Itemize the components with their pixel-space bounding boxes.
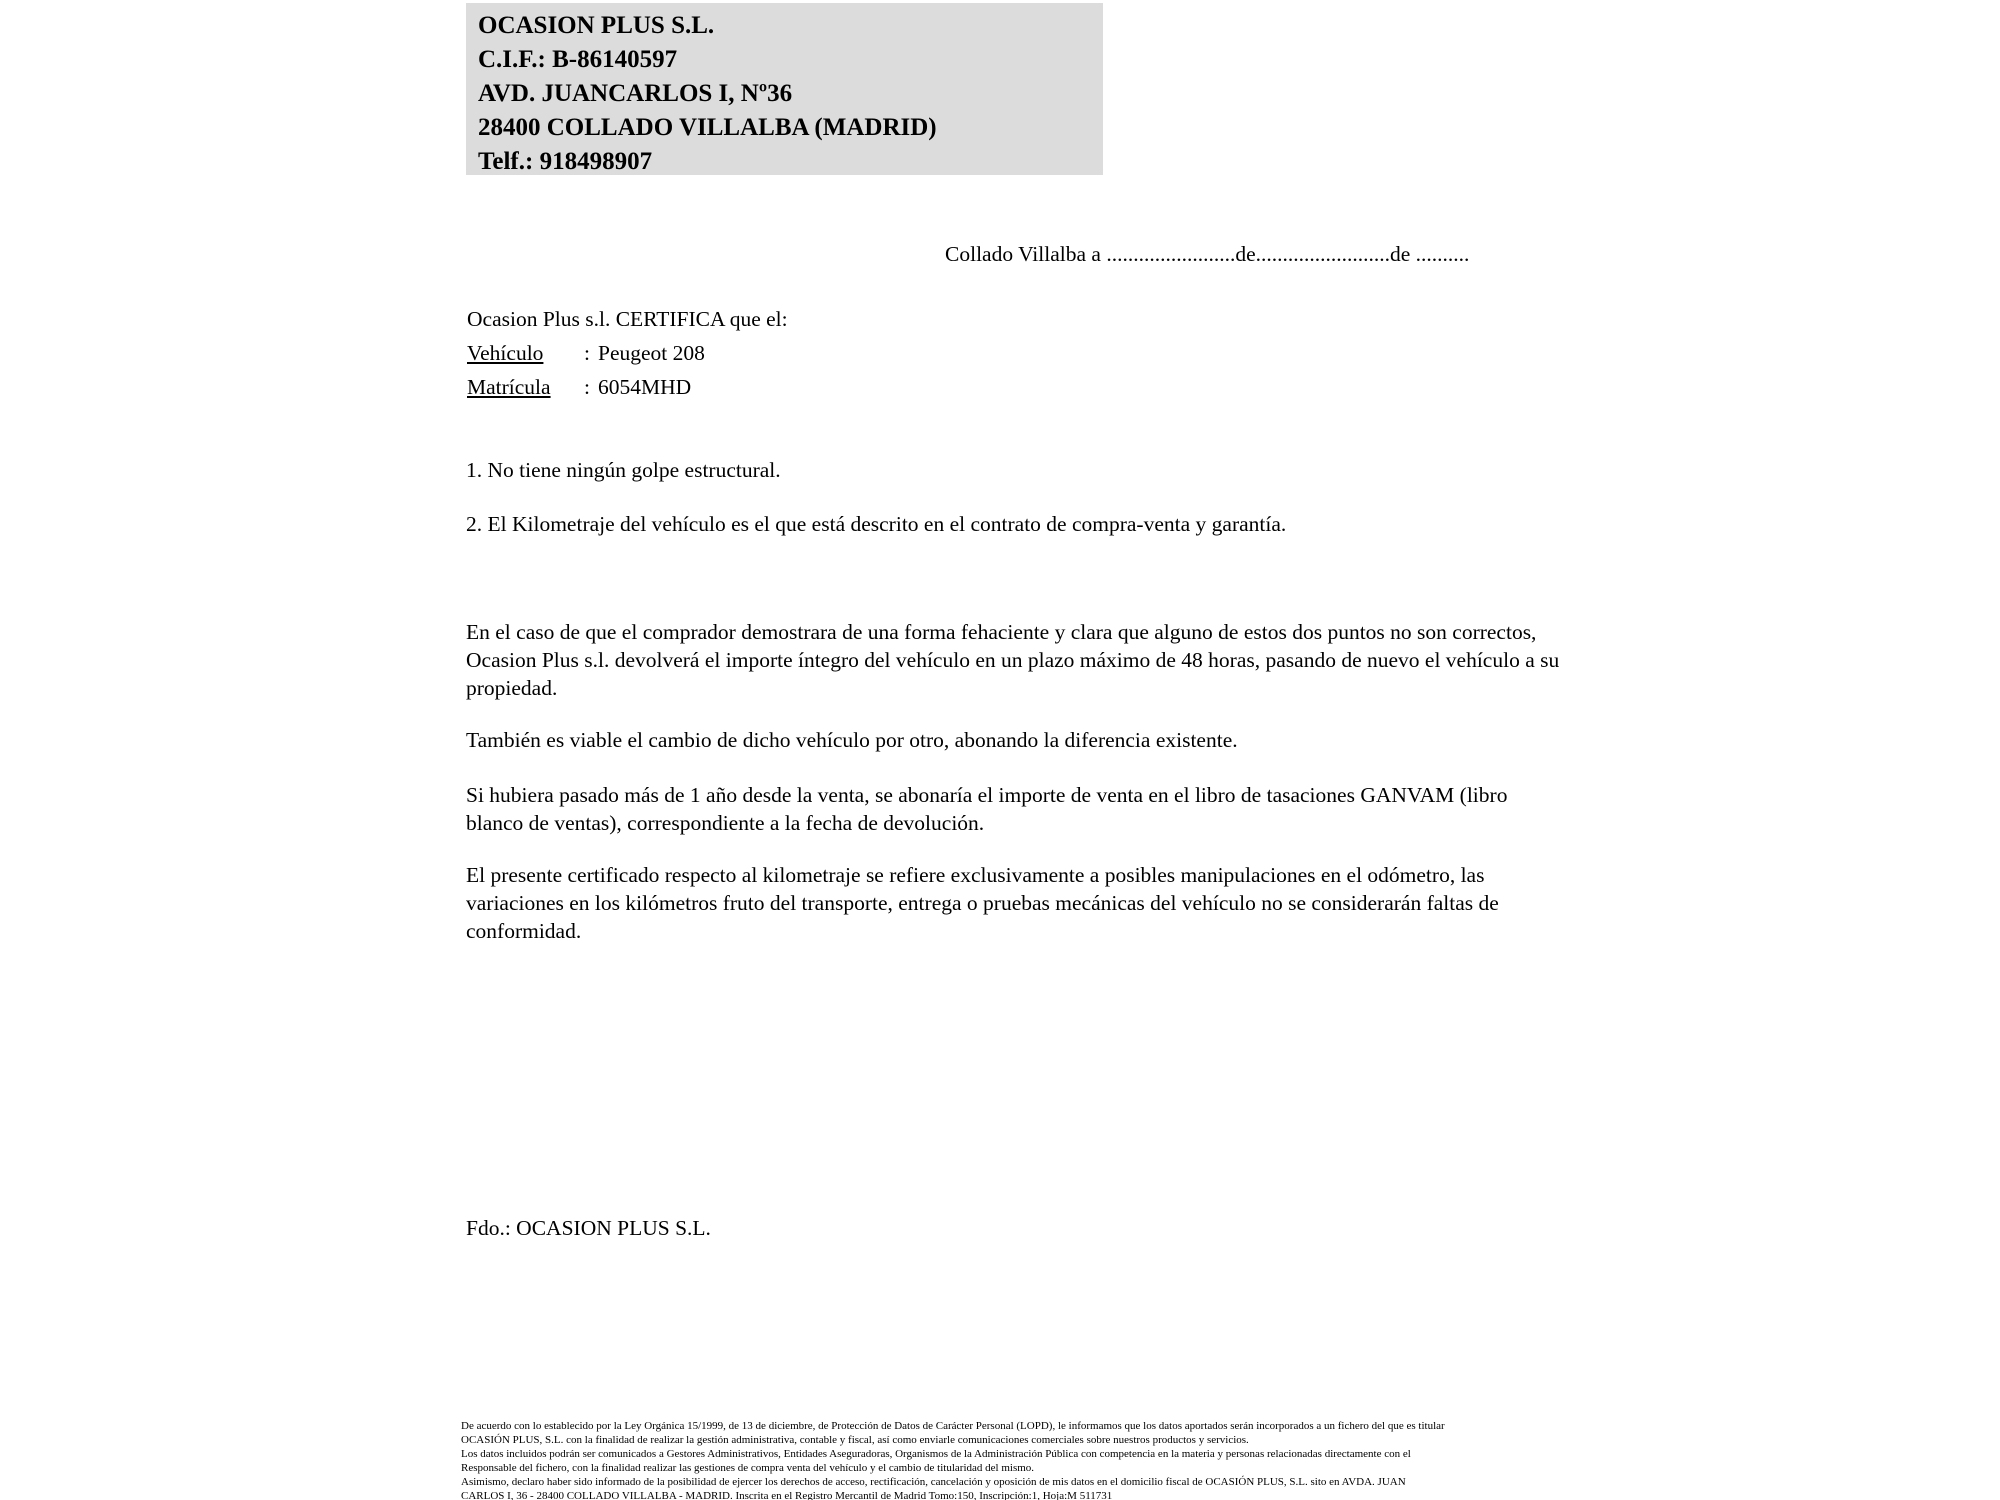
- certification-intro: Ocasion Plus s.l. CERTIFICA que el:: [467, 307, 788, 331]
- legal-footer: [461, 1419, 1445, 1500]
- vehicle-value: Peugeot 208: [597, 341, 705, 365]
- paragraph-exchange: También es viable el cambio de dicho vehículo por otro, abonando la diferencia existente.: [466, 728, 1238, 752]
- vehicle-field: [467, 336, 788, 370]
- paragraph-odometer: El presente certificado respecto al kilometraje se refiere exclusivamente a posibles manipulaciones en el odómetro, las variaciones en los kilómetros fruto del transporte, entrega o pruebas mecánicas del vehículo no se considerarán faltas de conformidad.: [466, 863, 1499, 943]
- legal-line: CARLOS I, 36 - 28400 COLLADO VILLALBA - MADRID. Inscrita en el Registro Mercantil de Madrid Tomo:150, Inscripción:1, Hoja:M 511731: [461, 1490, 1113, 1500]
- plate-separator: :: [584, 375, 590, 399]
- company-address: AVD. JUANCARLOS I, Nº36: [478, 80, 793, 107]
- legal-line: Los datos incluidos podrán ser comunicados a Gestores Administrativos, Entidades Aseguradoras, Organismos de la Administración Pública con competencia en la materia y personas relacionadas directamente con el: [461, 1448, 1411, 1460]
- vehicle-separator: :: [584, 341, 590, 365]
- certification-block: [467, 302, 788, 404]
- condition-item-1: 1. No tiene ningún golpe estructural.: [466, 458, 781, 482]
- date-line: Collado Villalba a ........................de.........................de ..........: [945, 242, 1470, 266]
- paragraph-refund: En el caso de que el comprador demostrara de una forma fehaciente y clara que alguno de estos dos puntos no son correctos, Ocasion Plus s.l. devolverá el importe íntegro del vehículo en un plazo máximo de 48 horas, pasando de nuevo el vehículo a su propiedad.: [466, 620, 1560, 700]
- company-header-box: [466, 3, 1103, 175]
- condition-item-2: 2. El Kilometraje del vehículo es el que está descrito en el contrato de compra-venta y garantía.: [466, 512, 1287, 536]
- legal-line: De acuerdo con lo establecido por la Ley Orgánica 15/1999, de 13 de diciembre, de Protección de Datos de Carácter Personal (LOPD), le informamos que los datos aportados serán incorporados a un fichero del que es titular: [461, 1420, 1445, 1432]
- company-name: OCASION PLUS S.L.: [478, 12, 715, 39]
- legal-line: OCASIÓN PLUS, S.L. con la finalidad de realizar la gestión administrativa, contable y fiscal, así como enviarle comunicaciones comerciales sobre nuestros productos y servicios.: [461, 1434, 1249, 1446]
- legal-line: Asimismo, declaro haber sido informado de la posibilidad de ejercer los derechos de acceso, rectificación, cancelación y oposición de mis datos en el domicilio fiscal de OCASIÓN PLUS, S.L. sito en AVDA. JUAN: [461, 1476, 1406, 1488]
- paragraph-ganvam: Si hubiera pasado más de 1 año desde la venta, se abonaría el importe de venta en el libro de tasaciones GANVAM (libro blanco de ventas), correspondiente a la fecha de devolución.: [466, 783, 1508, 835]
- plate-field: [467, 370, 788, 404]
- plate-label: Matrícula: [467, 375, 551, 399]
- plate-value: 6054MHD: [597, 375, 692, 399]
- signature-line: Fdo.: OCASION PLUS S.L.: [466, 1216, 711, 1240]
- company-phone: Telf.: 918498907: [478, 148, 653, 175]
- legal-line: Responsable del fichero, con la finalidad realizar las gestiones de compra venta del vehículo y el cambio de titularidad del mismo.: [461, 1462, 1035, 1474]
- vehicle-label: Vehículo: [467, 341, 544, 365]
- company-cif: C.I.F.: B-86140597: [478, 46, 678, 73]
- company-city: 28400 COLLADO VILLALBA (MADRID): [478, 114, 937, 141]
